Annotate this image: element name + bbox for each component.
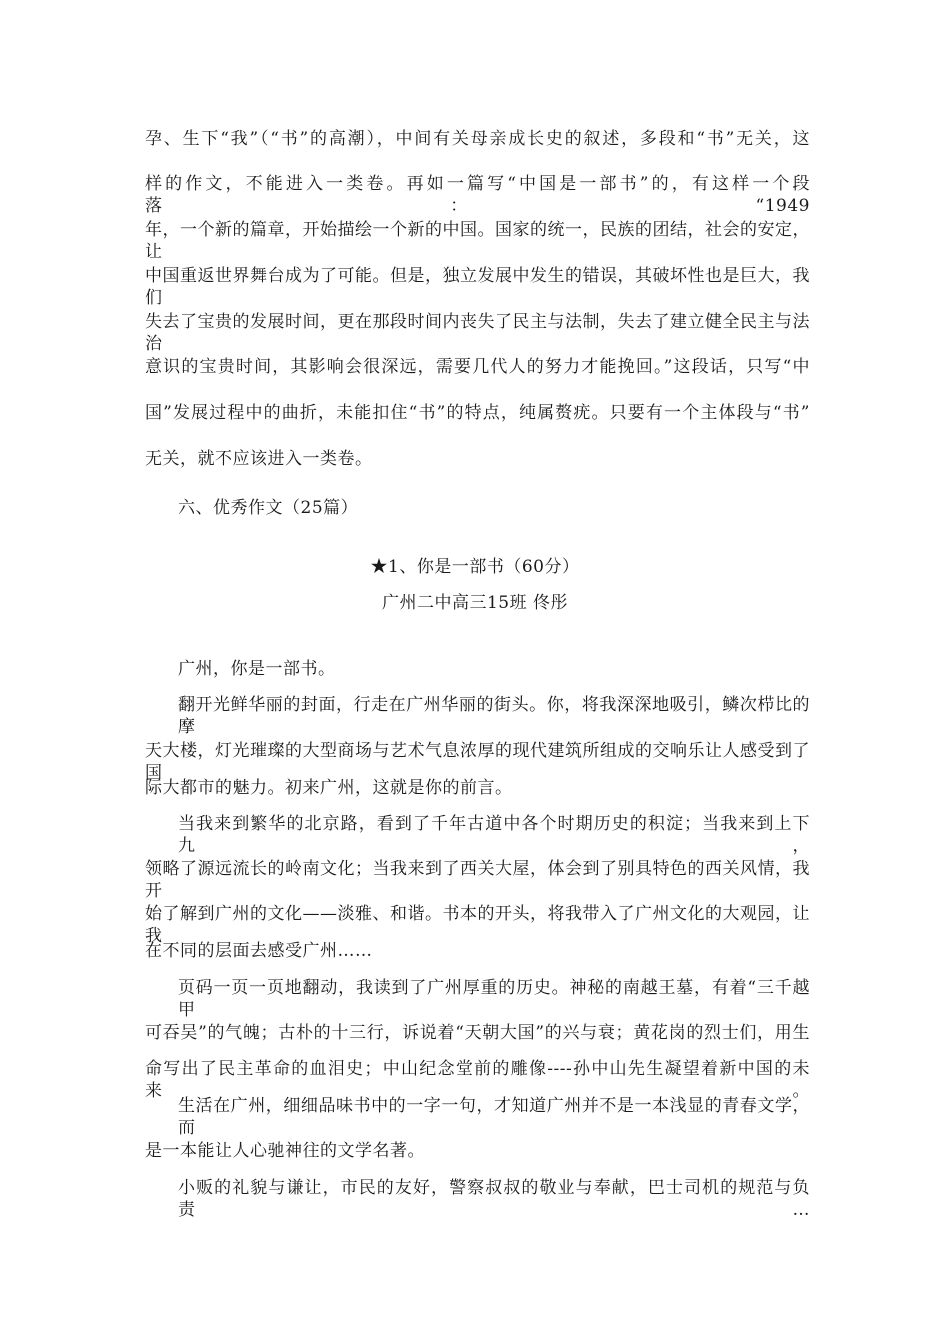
essay-line: 领略了源远流长的岭南文化；当我来到了西关大屋，体会到了别具特色的西关风情，我开 bbox=[145, 859, 810, 901]
essay-title: ★1、你是一部书（60分） bbox=[370, 557, 580, 577]
essay-author: 广州二中高三15班 佟彤 bbox=[381, 593, 569, 613]
body-line: 孕、生下“我”（“书”的高潮），中间有关母亲成长史的叙述，多段和“书”无关，这 bbox=[145, 129, 810, 149]
essay-line: 始了解到广州的文化——淡雅、和谐。书本的开头，将我带入了广州文化的大观园，让我 bbox=[145, 904, 810, 946]
body-line: 国”发展过程中的曲折，未能扣住“书”的特点，纯属赘疣。只要有一个主体段与“书” bbox=[145, 403, 810, 423]
section-heading: 六、优秀作文（25篇） bbox=[178, 498, 359, 518]
essay-line: 小贩的礼貌与谦让，市民的友好，警察叔叔的敬业与奉献，巴士司机的规范与负责… bbox=[178, 1178, 810, 1220]
essay-line: 当我来到繁华的北京路，看到了千年古道中各个时期历史的积淀；当我来到上下九， bbox=[178, 814, 810, 856]
essay-line: 天大楼，灯光璀璨的大型商场与艺术气息浓厚的现代建筑所组成的交响乐让人感受到了国 bbox=[145, 741, 810, 783]
essay-line: 生活在广州，细细品味书中的一字一句，才知道广州并不是一本浅显的青春文学，而 bbox=[178, 1096, 810, 1138]
body-line: 样的作文，不能进入一类卷。再如一篇写“中国是一部书”的，有这样一个段落：“1949 bbox=[145, 174, 810, 216]
essay-line: 际大都市的魅力。初来广州，这就是你的前言。 bbox=[145, 778, 513, 798]
body-line: 中国重返世界舞台成为了可能。但是，独立发展中发生的错误，其破坏性也是巨大，我们 bbox=[145, 266, 810, 308]
body-line: 年，一个新的篇章，开始描绘一个新的中国。国家的统一，民族的团结，社会的安定，让 bbox=[145, 220, 810, 262]
essay-line: 可吞吴”的气魄；古朴的十三行，诉说着“天朝大国”的兴与衰；黄花岗的烈士们，用生 bbox=[145, 1023, 810, 1043]
essay-line: 命写出了民主革命的血泪史；中山纪念堂前的雕像----孙中山先生凝望着新中国的未来。 bbox=[145, 1059, 810, 1101]
body-line: 无关，就不应该进入一类卷。 bbox=[145, 449, 373, 469]
essay-line: 在不同的层面去感受广州…… bbox=[145, 941, 373, 961]
essay-line: 是一本能让人心驰神往的文学名著。 bbox=[145, 1141, 425, 1161]
body-line: 失去了宝贵的发展时间，更在那段时间内丧失了民主与法制，失去了建立健全民主与法治 bbox=[145, 312, 810, 354]
essay-line: 页码一页一页地翻动，我读到了广州厚重的历史。神秘的南越王墓，有着“三千越甲 bbox=[178, 978, 810, 1020]
essay-line: 广州，你是一部书。 bbox=[178, 659, 336, 679]
essay-line: 翻开光鲜华丽的封面，行走在广州华丽的街头。你，将我深深地吸引，鳞次栉比的摩 bbox=[178, 695, 810, 737]
body-line: 意识的宝贵时间，其影响会很深远，需要几代人的努力才能挽回。”这段话，只写“中 bbox=[145, 357, 810, 377]
